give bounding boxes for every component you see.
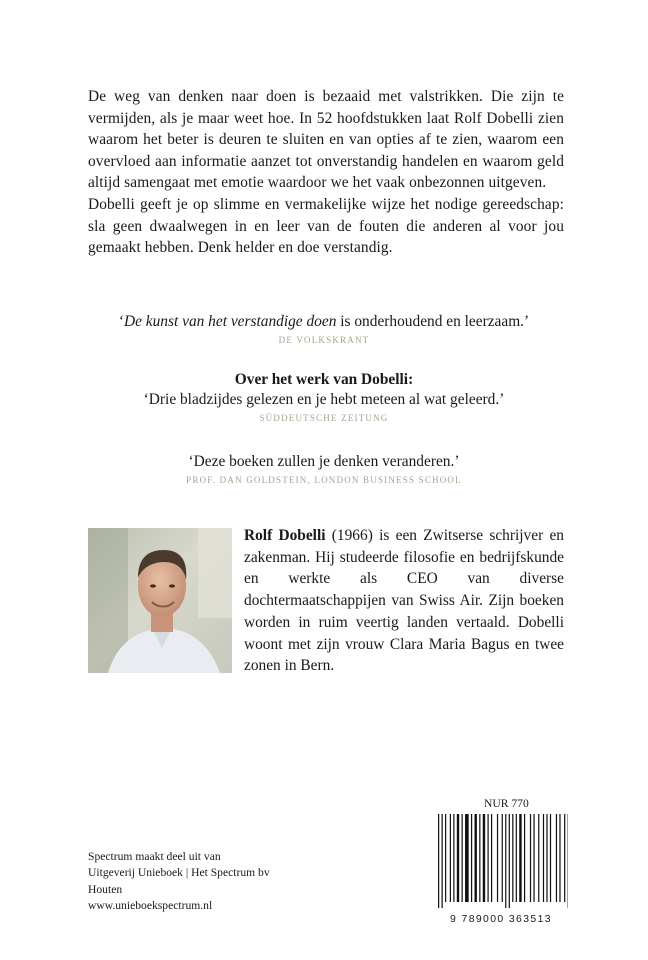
quote-rest: is onderhoudend en leerzaam.’ <box>336 313 530 330</box>
barcode-bar <box>445 814 446 902</box>
barcode-bar <box>519 814 521 902</box>
barcode <box>434 814 568 904</box>
review-source: DE VOLKSKRANT <box>278 335 370 345</box>
back-cover-blurb <box>88 86 564 259</box>
barcode-bar <box>465 814 469 902</box>
author-bio-text: (1966) is een Zwitserse schrijver en zakenman. Hij studeerde filosofie en bedrijfskunde en werkte als CEO van diverse dochtermaatschappijen van Swiss Air. Zijn boeken worden in ruim veertig landen vertaald. Dobelli woont met zijn vrouw Clara Maria Bagus en twee zonen in Bern. <box>244 527 564 675</box>
book-title-italic: De kunst van het verstandige doen <box>123 313 337 330</box>
review-source: PROF. DAN GOLDSTEIN, LONDON BUSINESS SCHOOL <box>186 475 462 485</box>
barcode-bar <box>538 814 539 902</box>
barcode-bar <box>457 814 459 902</box>
barcode-bar <box>524 814 525 902</box>
barcode-bar <box>442 814 443 908</box>
nur-code: NUR 770 <box>484 797 529 810</box>
barcode-bar <box>516 814 517 902</box>
quote-open-mark: ‘ <box>118 313 124 330</box>
review-source: SÜDDEUTSCHE ZEITUNG <box>259 413 389 423</box>
barcode-bar <box>512 814 513 902</box>
barcode-bar <box>438 814 439 908</box>
review-quote-goldstein <box>60 452 588 485</box>
barcode-bar <box>479 814 480 902</box>
barcode-bar <box>475 814 477 902</box>
dobelli-work-quotes <box>60 370 588 423</box>
barcode-bar <box>491 814 492 902</box>
blurb-paragraph-2: Dobelli geeft je op slimme en vermakelijke wijze het nodige gereedschap: sla geen dwaalwegen in en leer van de fouten die anderen al voor jou gemaakt hebben. Denk helder en doe verstandig. <box>88 195 564 257</box>
review-quote-text: ‘Drie bladzijdes gelezen en je hebt meteen al wat geleerd.’ <box>143 391 505 408</box>
barcode-bar <box>564 814 565 902</box>
barcode-bar <box>550 814 551 902</box>
barcode-bar <box>556 814 557 902</box>
publisher-line-3: Houten <box>88 882 123 896</box>
barcode-bar <box>533 814 534 902</box>
barcode-bar <box>543 814 544 902</box>
publisher-info <box>88 849 270 914</box>
barcode-bar <box>502 814 503 902</box>
barcode-bar <box>505 814 506 908</box>
barcode-bar <box>530 814 531 902</box>
barcode-bar <box>450 814 451 902</box>
barcode-bar <box>471 814 472 902</box>
barcode-bar <box>509 814 510 908</box>
section-heading: Over het werk van Dobelli: <box>234 371 414 388</box>
barcode-bar <box>487 814 488 902</box>
author-photo <box>88 528 232 673</box>
review-quote-volkskrant <box>60 312 588 345</box>
review-quote-text: ‘Deze boeken zullen je denken veranderen.’ <box>188 453 460 470</box>
barcode-bar <box>483 814 485 902</box>
barcode-bar <box>546 814 547 902</box>
blurb-paragraph-1: De weg van denken naar doen is bezaaid met valstrikken. Die zijn te vermijden, als je maar weet hoe. In 52 hoofdstukken laat Rolf Dobelli zien waarom het beter is deuren te sluiten en van opties af te zien, waarom een overvloed aan informatie aanzet tot onverstandig handelen en waarom geld altijd samengaat met emotie waardoor we het vaak onbezonnen uitgeven. <box>88 88 564 192</box>
barcode-bar <box>462 814 463 902</box>
barcode-bar <box>453 814 454 902</box>
barcode-bar <box>559 814 560 902</box>
barcode-bar <box>497 814 498 902</box>
publisher-website: www.unieboekspectrum.nl <box>88 898 213 912</box>
publisher-line-2: Uitgeverij Unieboek | Het Spectrum bv <box>88 866 270 880</box>
author-bio <box>244 525 564 677</box>
isbn-digits: 9 789000 363513 <box>450 914 552 925</box>
publisher-line-1: Spectrum maakt deel uit van <box>88 850 221 863</box>
author-name: Rolf Dobelli <box>244 527 326 544</box>
review-quote-text <box>60 312 588 332</box>
